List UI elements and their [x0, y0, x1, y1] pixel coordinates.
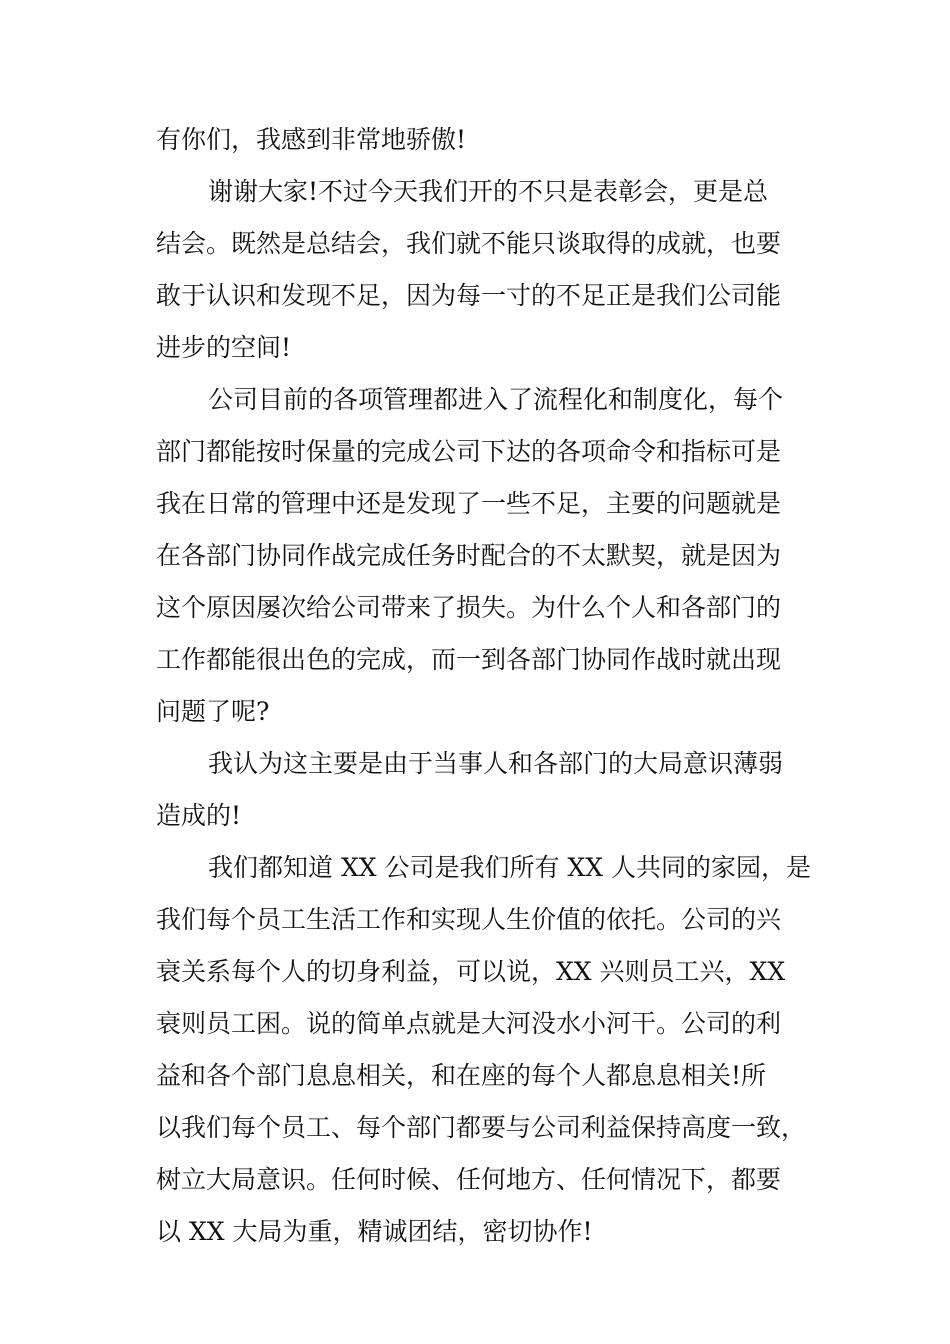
text-line: 我们每个员工生活工作和实现人生价值的依托。公司的兴: [156, 905, 782, 934]
text-line: 衰关系每个人的切身利益，可以说，XX 兴则员工兴，XX: [156, 957, 786, 986]
text-line: 敢于认识和发现不足，因为每一寸的不足正是我们公司能: [156, 281, 782, 310]
text-line: 部门都能按时保量的完成公司下达的各项命令和指标可是: [156, 437, 782, 466]
text-line: 以 XX 大局为重，精诚团结，密切协作!: [156, 1217, 593, 1246]
text-line: 在各部门协同作战完成任务时配合的不太默契，就是因为: [156, 541, 782, 570]
text-line: 我们都知道 XX 公司是我们所有 XX 人共同的家园，是: [208, 853, 811, 882]
text-line: 结会。既然是总结会，我们就不能只谈取得的成就，也要: [156, 229, 782, 258]
text-line: 工作都能很出色的完成，而一到各部门协同作战时就出现: [156, 645, 782, 674]
text-line: 公司目前的各项管理都进入了流程化和制度化，每个: [208, 385, 784, 414]
text-line: 造成的!: [156, 801, 242, 830]
text-line: 这个原因屡次给公司带来了损失。为什么个人和各部门的: [156, 593, 782, 622]
speech-text: [156, 114, 816, 1258]
text-line: 问题了呢?: [156, 697, 270, 726]
text-line: 进步的空间!: [156, 333, 292, 362]
text-line: 以我们每个员工、每个部门都要与公司利益保持高度一致，: [156, 1113, 807, 1142]
text-line: 我在日常的管理中还是发现了一些不足，主要的问题就是: [156, 489, 782, 518]
text-line: 益和各个部门息息相关，和在座的每个人都息息相关!所: [156, 1061, 767, 1090]
text-line: 有你们，我感到非常地骄傲!: [156, 125, 467, 154]
text-line: 衰则员工困。说的简单点就是大河没水小河干。公司的利: [156, 1009, 782, 1038]
text-line: 我认为这主要是由于当事人和各部门的大局意识薄弱: [208, 749, 784, 778]
text-line: 树立大局意识。任何时候、任何地方、任何情况下，都要: [156, 1165, 782, 1194]
text-line: 谢谢大家!不过今天我们开的不只是表彰会，更是总: [208, 177, 769, 206]
